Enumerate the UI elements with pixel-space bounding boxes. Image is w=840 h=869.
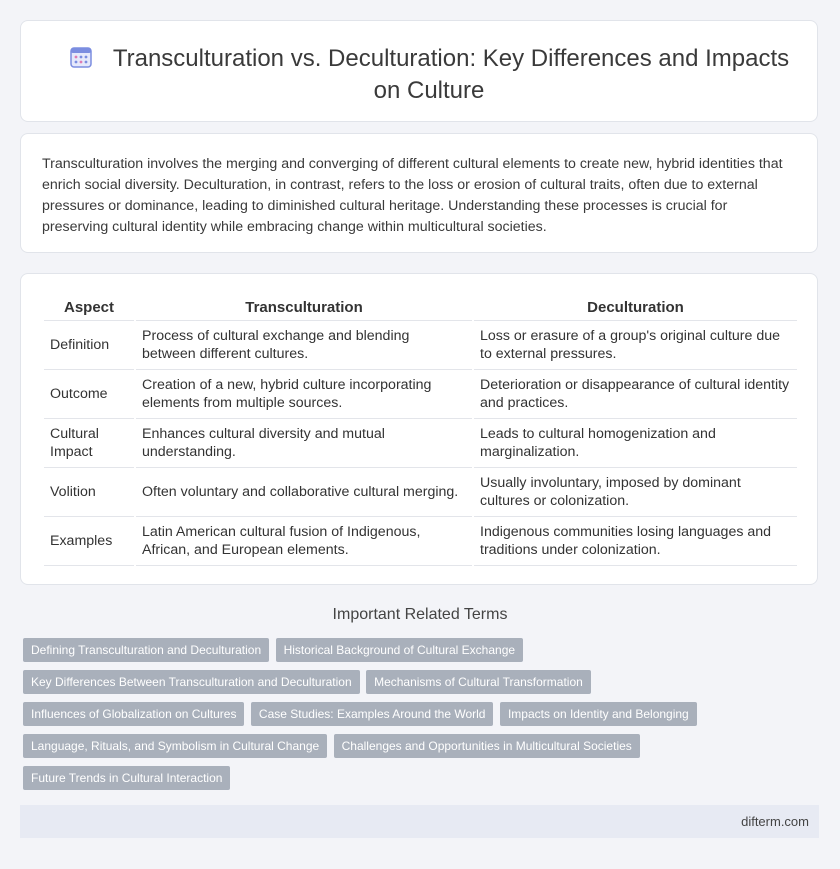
footer-site-link[interactable]: difterm.com [741, 814, 809, 829]
table-row [44, 419, 797, 468]
related-tag[interactable]: Historical Background of Cultural Exchange [276, 638, 523, 662]
cell-aspect: Volition [44, 468, 134, 517]
cell-aspect: Outcome [44, 370, 134, 419]
comparison-card [20, 273, 818, 585]
table-row [44, 468, 797, 517]
related-terms-title: Important Related Terms [332, 606, 508, 623]
page-title-wrap [61, 44, 797, 105]
related-tag[interactable]: Challenges and Opportunities in Multicultural Societies [334, 734, 640, 758]
cell-transculturation: Creation of a new, hybrid culture incorporating elements from multiple sources. [136, 370, 472, 419]
cell-aspect: Examples [44, 517, 134, 566]
cell-transculturation: Often voluntary and collaborative cultural merging. [136, 468, 472, 517]
intro-text: Transculturation involves the merging and converging of different cultural elements to create new, hybrid identities that enrich social diversity. Deculturation, in contrast, refers to the loss or erosion of cultural traits, often due to external pressures or dominance, leading to diminished cultural heritage. Understanding these processes is crucial for preserving cultural identity while embracing change within multicultural societies. [42, 156, 783, 235]
cell-deculturation: Deterioration or disappearance of cultural identity and practices. [474, 370, 797, 419]
related-terms-tags [23, 638, 723, 798]
cell-transculturation: Enhances cultural diversity and mutual understanding. [136, 419, 472, 468]
intro-card [20, 133, 818, 253]
table-row [44, 517, 797, 566]
related-tag[interactable]: Defining Transculturation and Deculturation [23, 638, 269, 662]
page-title: Transculturation vs. Deculturation: Key Differences and Impacts on Culture [112, 45, 790, 104]
related-tag[interactable]: Language, Rituals, and Symbolism in Cultural Change [23, 734, 327, 758]
header-deculturation: Deculturation [474, 294, 797, 321]
header-transculturation: Transculturation [136, 294, 472, 321]
related-tag[interactable]: Impacts on Identity and Belonging [500, 702, 697, 726]
related-tag[interactable]: Influences of Globalization on Cultures [23, 702, 244, 726]
related-tag[interactable]: Key Differences Between Transculturation and Deculturation [23, 670, 360, 694]
cell-deculturation: Usually involuntary, imposed by dominant cultures or colonization. [474, 468, 797, 517]
header-aspect: Aspect [44, 294, 134, 321]
related-tag[interactable]: Case Studies: Examples Around the World [251, 702, 494, 726]
cell-deculturation: Loss or erasure of a group's original culture due to external pressures. [474, 321, 797, 370]
related-tag[interactable]: Mechanisms of Cultural Transformation [366, 670, 591, 694]
table-header-row [44, 294, 797, 321]
table-row [44, 321, 797, 370]
related-tag[interactable]: Future Trends in Cultural Interaction [23, 766, 230, 790]
cell-deculturation: Leads to cultural homogenization and marginalization. [474, 419, 797, 468]
footer [20, 805, 819, 838]
calendar-grid-icon [69, 45, 93, 76]
cell-aspect: Definition [44, 321, 134, 370]
cell-transculturation: Latin American cultural fusion of Indigenous, African, and European elements. [136, 517, 472, 566]
cell-deculturation: Indigenous communities losing languages and traditions under colonization. [474, 517, 797, 566]
cell-aspect: Cultural Impact [44, 419, 134, 468]
header-card [20, 20, 818, 122]
comparison-table [42, 294, 799, 566]
table-row [44, 370, 797, 419]
cell-transculturation: Process of cultural exchange and blending between different cultures. [136, 321, 472, 370]
